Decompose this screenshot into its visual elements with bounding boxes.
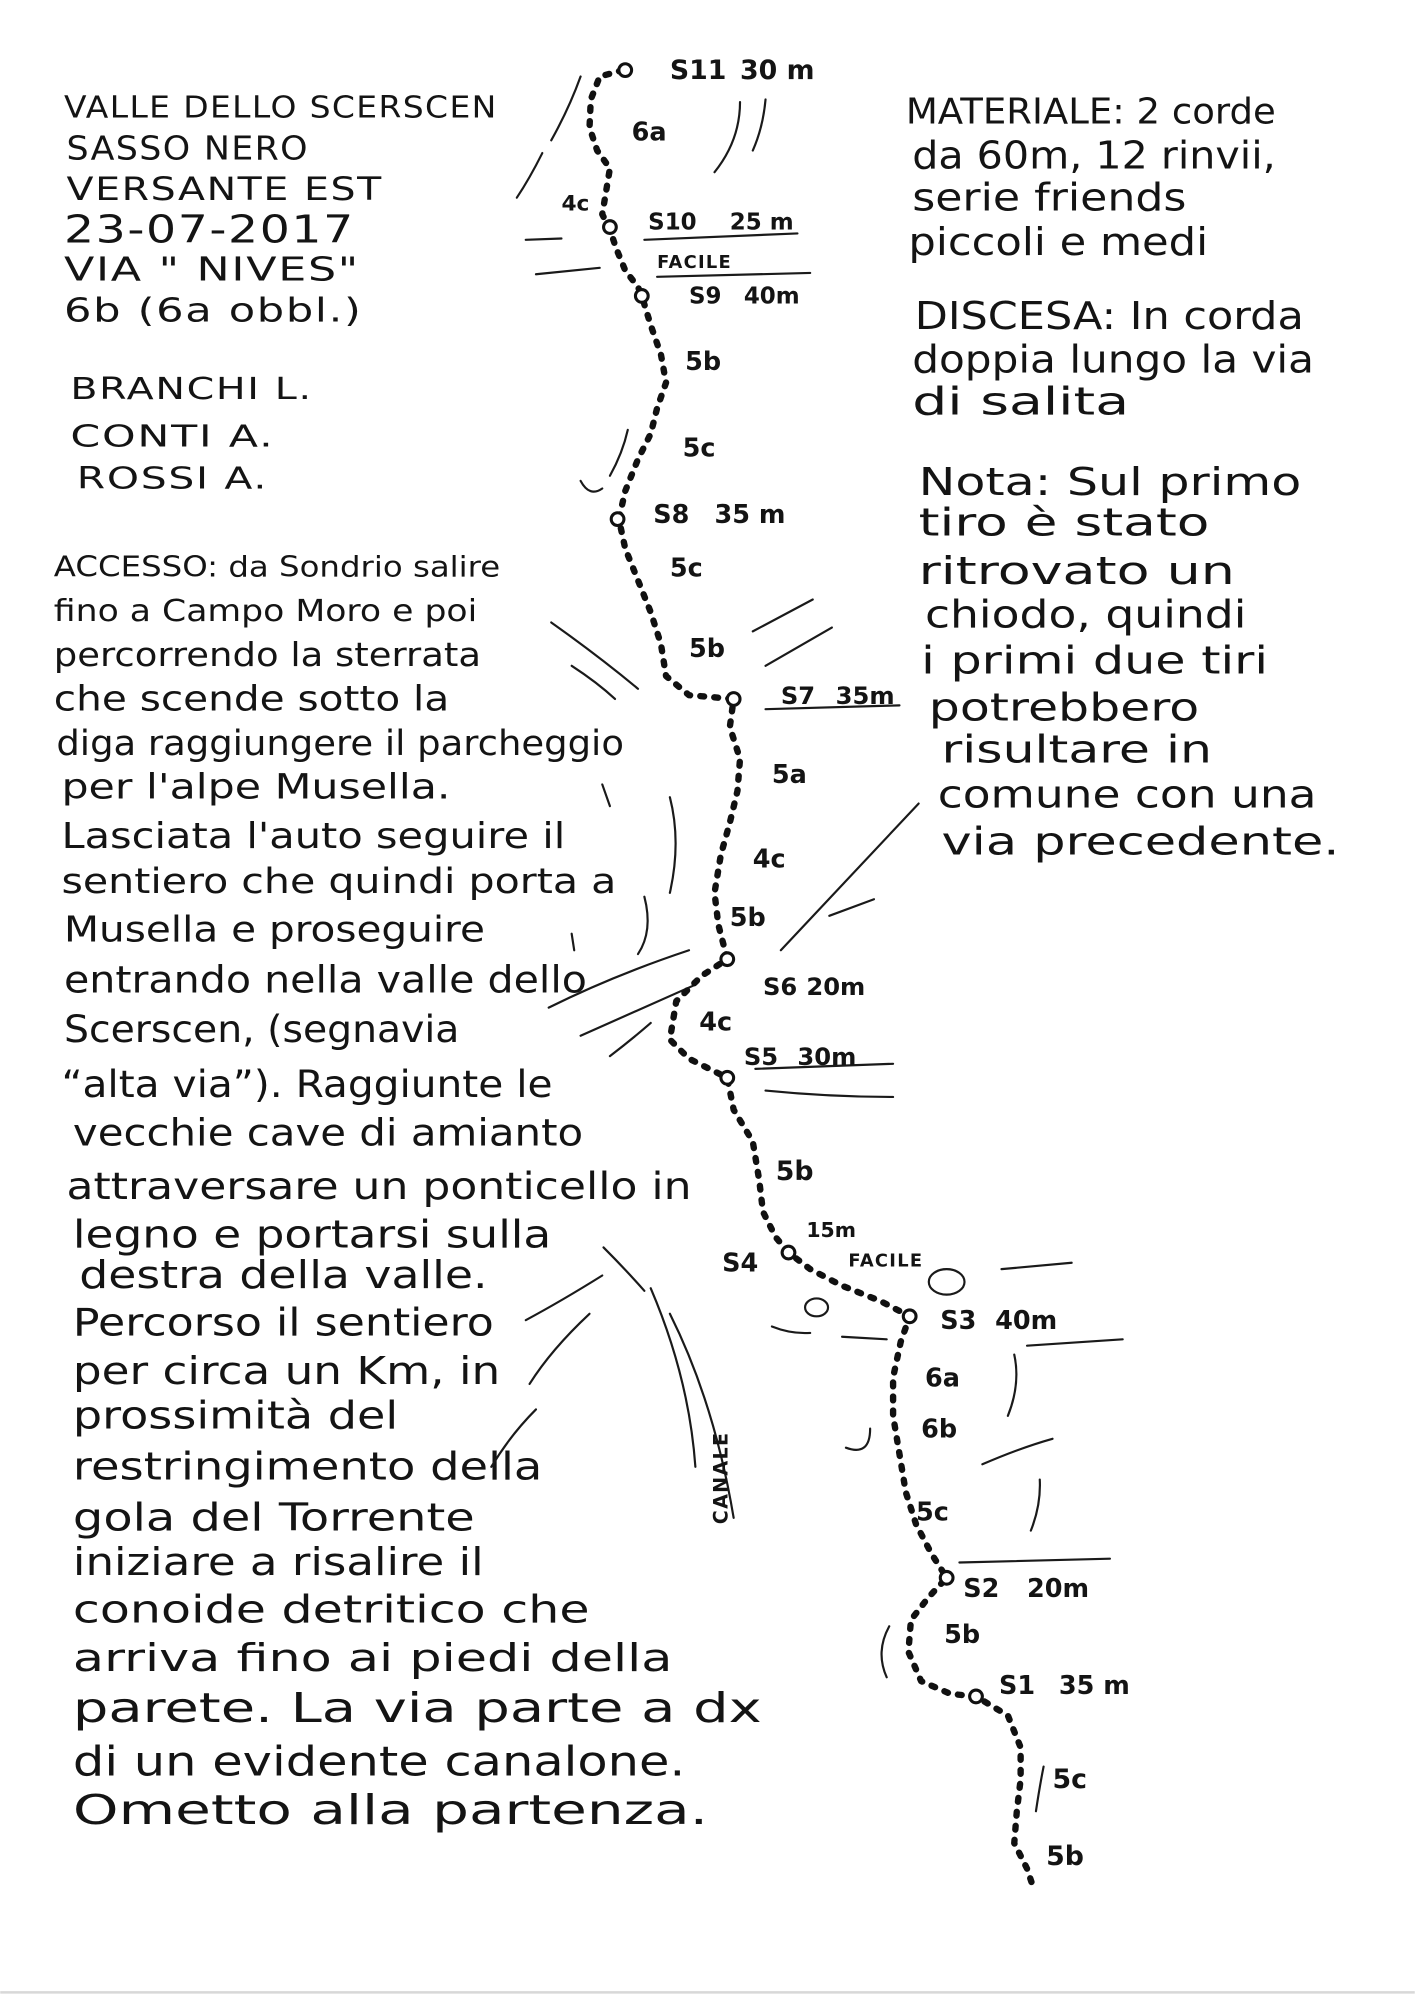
belay-marker xyxy=(903,1310,916,1323)
rock-line xyxy=(517,153,543,198)
rock-line xyxy=(602,784,610,806)
belay-name: S1 xyxy=(998,1670,1036,1701)
access-line: Musella e proseguire xyxy=(64,909,485,951)
boulder xyxy=(805,1298,828,1316)
access-line: restringimento della xyxy=(72,1444,543,1490)
rock-line xyxy=(572,934,575,951)
access-line: destra della valle. xyxy=(79,1253,488,1299)
belay-name: S3 xyxy=(940,1306,977,1337)
rock-line xyxy=(766,628,832,666)
rock-line xyxy=(530,1314,590,1384)
access-line: prossimità del xyxy=(72,1393,399,1439)
note-line: via precedente. xyxy=(941,819,1340,865)
access-line: che scende sotto la xyxy=(53,679,450,720)
pitch-grade: 5c xyxy=(1052,1764,1088,1796)
climber-name: CONTI A. xyxy=(70,419,275,455)
material-block xyxy=(906,92,1276,265)
belay-length: 30 m xyxy=(740,55,815,87)
climbers-list xyxy=(70,372,312,496)
access-line: parete. La via parte a dx xyxy=(72,1683,762,1732)
access-line: Scerscen, (segnavia xyxy=(64,1008,460,1052)
belay-marker xyxy=(721,953,734,966)
rock-line xyxy=(610,1023,651,1056)
route-grade: 6b (6a obbl.) xyxy=(64,290,363,330)
pitch-grade: 4c xyxy=(752,844,786,875)
access-line: Ometto alla partenza. xyxy=(72,1785,709,1834)
climber-name: ROSSI A. xyxy=(76,461,269,497)
note-block xyxy=(919,460,1340,865)
rock-line xyxy=(753,599,813,631)
area-title: VALLE DELLO SCERSCEN xyxy=(64,90,498,126)
belay-marker xyxy=(727,693,740,706)
access-line: gola del Torrente xyxy=(72,1495,475,1541)
belay-name: S6 xyxy=(762,972,798,1001)
peak-name: SASSO NERO xyxy=(66,128,309,168)
rock-line xyxy=(581,985,696,1036)
rock-line xyxy=(526,1276,603,1321)
rock-line xyxy=(1036,1767,1044,1812)
descent-block xyxy=(912,294,1314,424)
rock-line xyxy=(526,239,562,240)
descent-line: DISCESA: In corda xyxy=(914,294,1304,340)
date: 23-07-2017 xyxy=(64,207,355,253)
material-line: serie friends xyxy=(912,175,1187,221)
rock-line xyxy=(766,1091,894,1097)
access-line: vecchie cave di amianto xyxy=(72,1111,584,1155)
rock-line xyxy=(846,1429,870,1450)
rock-line xyxy=(715,102,741,172)
belay-marker xyxy=(635,290,648,303)
rock-line xyxy=(638,897,648,954)
pitch-grade: 5c xyxy=(916,1497,949,1528)
belay-name: S5 xyxy=(743,1043,779,1072)
rock-line xyxy=(1002,1263,1072,1269)
pitch-grade: 5b xyxy=(944,1619,981,1650)
access-line: legno e portarsi sulla xyxy=(72,1212,552,1258)
belay-name: S10 xyxy=(648,209,697,236)
rock-line xyxy=(882,1626,890,1677)
pitch-grade: 5b xyxy=(729,903,766,934)
belay-name: S7 xyxy=(780,682,816,711)
pitch-grade: 5b xyxy=(685,346,722,377)
easy-section-label: FACILE xyxy=(848,1250,924,1272)
belay-name: S2 xyxy=(963,1573,1000,1604)
face-name: VERSANTE EST xyxy=(66,170,383,209)
pitch-grade: 4c xyxy=(699,1007,733,1038)
access-description xyxy=(54,551,762,1834)
pitch-grade: 6b xyxy=(921,1414,958,1445)
belay-length: 35 m xyxy=(1058,1670,1130,1701)
descent-line: doppia lungo la via xyxy=(912,337,1315,383)
rock-line xyxy=(536,268,600,274)
boulder xyxy=(929,1269,965,1295)
access-line: ACCESSO: da Sondrio salire xyxy=(53,550,501,584)
route-name: VIA " NIVES" xyxy=(64,249,360,289)
access-line: Lasciata l'auto seguire il xyxy=(61,816,566,858)
pitch-grade: 6a xyxy=(631,117,667,148)
access-line: arriva fino ai piedi della xyxy=(72,1635,673,1681)
belay-length: 40m xyxy=(995,1306,1058,1337)
rock-line xyxy=(772,1327,810,1334)
belay-length: 35 m xyxy=(714,499,786,530)
rock-line xyxy=(610,430,628,476)
material-line: da 60m, 12 rinvii, xyxy=(912,133,1276,179)
rock-line xyxy=(753,99,766,150)
belay-marker xyxy=(940,1571,953,1584)
access-line: fino a Campo Moro e poi xyxy=(53,594,478,630)
belay-length: 35m xyxy=(835,682,895,711)
rock-line xyxy=(581,481,603,492)
note-line: potrebbero xyxy=(928,685,1200,731)
belay-length: 15m xyxy=(806,1218,856,1243)
access-line: di un evidente canalone. xyxy=(72,1737,686,1786)
access-line: Percorso il sentiero xyxy=(72,1300,494,1346)
access-line: per circa un Km, in xyxy=(72,1348,501,1394)
header-block xyxy=(64,90,498,329)
gully-label: CANALE xyxy=(709,1431,733,1525)
belay-marker xyxy=(782,1246,795,1259)
rock-line xyxy=(1027,1339,1123,1345)
rock-line xyxy=(604,1247,645,1290)
rock-line xyxy=(651,1288,696,1467)
access-line: per l'alpe Musella. xyxy=(61,767,451,808)
rock-line xyxy=(982,1439,1052,1465)
belay-length: 20m xyxy=(806,972,866,1001)
pitch-grade: 5b xyxy=(775,1155,814,1187)
access-line: diga raggiungere il parcheggio xyxy=(56,724,624,765)
rock-line xyxy=(842,1337,887,1340)
rock-line xyxy=(781,804,919,951)
rock-line xyxy=(670,797,676,893)
access-line: attraversare un ponticello in xyxy=(66,1164,692,1208)
rock-line xyxy=(551,622,638,688)
belay-length: 25 m xyxy=(729,209,794,236)
belay-length: 20m xyxy=(1027,1573,1090,1604)
belay-marker xyxy=(611,513,624,526)
access-line: sentiero che quindi porta a xyxy=(61,861,617,902)
note-line: ritrovato un xyxy=(918,549,1235,595)
belay-marker xyxy=(619,64,632,77)
pitch-grade: 5c xyxy=(682,433,716,464)
material-line: piccoli e medi xyxy=(908,220,1209,266)
belay-name: S11 xyxy=(669,55,727,87)
belay-length: 40m xyxy=(743,283,800,310)
rock-line xyxy=(572,666,615,699)
belay-length: 30m xyxy=(797,1043,857,1072)
rock-line xyxy=(1008,1355,1017,1416)
note-line: tiro è stato xyxy=(918,500,1210,546)
belay-marker xyxy=(604,221,617,234)
descent-line: di salita xyxy=(912,379,1130,425)
belay-name: S4 xyxy=(722,1248,759,1279)
pitch-grade: 5b xyxy=(689,633,726,664)
note-line: chiodo, quindi xyxy=(924,592,1247,638)
climber-name: BRANCHI L. xyxy=(70,372,313,408)
rock-line xyxy=(551,77,580,141)
note-line: i primi due tiri xyxy=(921,638,1269,684)
rock-line xyxy=(1031,1480,1040,1531)
belay-marker xyxy=(721,1071,734,1084)
rock-line xyxy=(657,273,810,277)
belay-name: S8 xyxy=(653,499,690,530)
pitch-grade: 4c xyxy=(561,191,590,217)
note-line: risultare in xyxy=(941,727,1212,773)
pitch-grade: 5a xyxy=(771,760,807,791)
note-line: Nota: Sul primo xyxy=(918,459,1302,505)
easy-section-label: FACILE xyxy=(657,251,733,273)
rock-line xyxy=(829,899,874,916)
belay-name: S9 xyxy=(689,283,722,310)
material-line: MATERIALE: 2 corde xyxy=(905,91,1276,133)
rock-line xyxy=(959,1559,1110,1563)
access-line: entrando nella valle dello xyxy=(64,958,587,1002)
access-line: conoide detritico che xyxy=(72,1587,590,1633)
note-line: comune con una xyxy=(937,772,1317,818)
pitch-grade: 6a xyxy=(924,1363,960,1394)
pitch-grade: 5b xyxy=(1046,1840,1084,1872)
access-line: percorrendo la sterrata xyxy=(53,634,482,674)
belay-marker xyxy=(970,1690,983,1703)
pitch-grade: 5c xyxy=(669,553,703,584)
access-line: “alta via”). Raggiunte le xyxy=(61,1062,553,1106)
access-line: iniziare a risalire il xyxy=(72,1540,484,1586)
